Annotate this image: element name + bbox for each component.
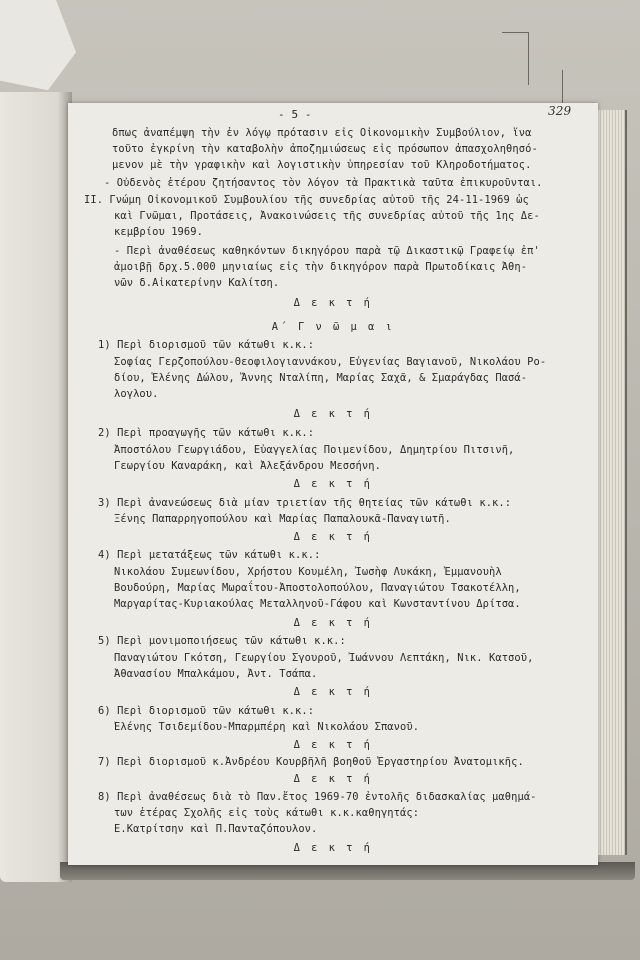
text-line: Ἀθανασίου Μπαλκάμου, Ἀντ. Τσάπα. [114, 668, 318, 680]
pencil-mark [502, 32, 529, 85]
item-heading: 5) Περὶ μονιμοποιήσεως τῶν κάτωθι κ.κ.: [98, 635, 346, 647]
item-heading: 6) Περὶ διορισμοῦ τῶν κάτωθι κ.κ.: [98, 705, 315, 717]
text-line: - Περὶ ἀναθέσεως καθηκόντων δικηγόρου παρὰ τῷ Δικαστικῷ Γραφείῳ ἐπ' [114, 245, 540, 257]
text-line: δπως ἀναπέμψη τὴν ἐν λόγῳ πρότασιν εἰς Οἰκονομικὴν Συμβούλιον, ἵνα [112, 127, 532, 139]
accepted-label: Δ ε κ τ ή [293, 686, 373, 698]
page-content [68, 103, 598, 865]
accepted-label: Δ ε κ τ ή [293, 478, 373, 490]
text-line: Παναγιώτου Γκότση, Γεωργίου Σγουροῦ, Ἰωάννου Λεπτάκη, Νικ. Κατσοῦ, [114, 652, 534, 664]
document-page [68, 103, 598, 865]
item-heading: 7) Περὶ διορισμοῦ κ.Ἀνδρέου Κουρβῆλῆ βοηθοῦ Ἐργαστηρίου Ἀνατομικῆς. [98, 756, 524, 768]
text-line: Γεωργίου Καναράκη, καὶ Ἀλεξάνδρου Μεσσήνη. [114, 460, 381, 472]
subsection-heading: Α΄ Γ ν ῶ μ α ι [271, 321, 395, 333]
item-heading: 2) Περὶ προαγωγῆς τῶν κάτωθι κ.κ.: [98, 427, 315, 439]
accepted-label: Δ ε κ τ ή [293, 531, 373, 543]
text-line: Ε.Κατρίτσην καὶ Π.Πανταζόπουλον. [114, 823, 318, 835]
item-heading: 1) Περὶ διορισμοῦ τῶν κάτωθι κ.κ.: [98, 339, 315, 351]
section-heading: II. Γνώμη Οἰκονομικοῦ Συμβουλίου τῆς συνεδρίας αὐτοῦ τῆς 24-11-1969 ὡς [84, 194, 529, 206]
book-page-edges [595, 110, 627, 855]
text-line: τοῦτο ἐγκρίνη τὴν καταβολὴν ἀποζημιώσεως εἰς πρόσωπον ἀπασχοληθησό- [112, 143, 538, 155]
text-line: των ἑτέρας Σχολῆς εἰς τοὺς κάτωθι κ.κ.καθηγητάς: [114, 807, 420, 819]
text-line: Ἑλένης Τσιδεμίδου-Μπαρμπέρη καὶ Νικολάου Σπανοῦ. [114, 721, 420, 733]
text-line: Νικολάου Συμεωνίδου, Χρήστου Κουμέλη, Ἰωσὴφ Λυκάκη, Ἐμμανουὴλ [114, 566, 502, 578]
accepted-label: Δ ε κ τ ή [293, 297, 373, 309]
accepted-label: Δ ε κ τ ή [293, 617, 373, 629]
text-line: - Οὐδενὸς ἑτέρου ζητήσαντος τὸν λόγον τὰ Πρακτικὰ ταῦτα ἐπικυροῦνται. [104, 177, 543, 189]
item-heading: 8) Περὶ ἀναθέσεως διὰ τὸ Παν.ἔτος 1969-70 ἐντολῆς διδασκαλίας μαθημά- [98, 791, 537, 803]
text-line: Ξένης Παπαρρηγοπούλου καὶ Μαρίας Παπαλουκᾶ-Παναγιωτῆ. [114, 513, 451, 525]
accepted-label: Δ ε κ τ ή [293, 739, 373, 751]
accepted-label: Δ ε κ τ ή [293, 408, 373, 420]
accepted-label: Δ ε κ τ ή [293, 773, 373, 785]
page-number: - 5 - [278, 108, 312, 121]
text-line: λογλου. [114, 388, 159, 400]
text-line: Ἀποστόλου Γεωργιάδου, Εὐαγγελίας Ποιμενίδου, Δημητρίου Πιτσινῆ, [114, 444, 515, 456]
left-page-edge [0, 92, 72, 882]
text-line: δίου, Ἑλένης Δώλου, Ἄννης Νταλίπη, Μαρίας Σαχᾶ, & Σμαράγδας Πασά- [114, 372, 528, 384]
text-line: μενον μὲ τὴν γραφικὴν καὶ λογιστικὴν ὑπηρεσίαν τοῦ Κληροδοτήματος. [112, 159, 532, 171]
text-line: Σοφίας Γερζοπούλου-Θεοφιλογιαννάκου, Εὐγενίας Βαγιανοῦ, Νικολάου Ρο- [114, 356, 547, 368]
text-line: κεμβρίου 1969. [114, 226, 203, 238]
text-line: ἀμοιβῇ δρχ.5.000 μηνιαίως εἰς τὴν δικηγόρον παρὰ Πρωτοδίκαις Ἀθη- [114, 261, 528, 273]
text-line: Βουδούρη, Μαρίας Μωραΐτου-Ἀποστολοπούλου, Παναγιώτου Τσακοτέλλη, [114, 582, 521, 594]
item-heading: 4) Περὶ μετατάξεως τῶν κάτωθι κ.κ.: [98, 549, 321, 561]
item-heading: 3) Περὶ ἀνανεώσεως διὰ μίαν τριετίαν τῆς θητείας τῶν κάτωθι κ.κ.: [98, 497, 512, 509]
text-line: καὶ Γνῶμαι, Προτάσεις, Ἀνακοινώσεις τῆς συνεδρίας αὐτοῦ τῆς 1ης Δε- [114, 210, 540, 222]
text-line: νῶν δ.Αἰκατερίνην Καλίτση. [114, 277, 280, 289]
accepted-label: Δ ε κ τ ή [293, 842, 373, 854]
folio-number: 329 [548, 104, 572, 118]
text-line: Μαργαρίτας-Κυριακούλας Μεταλληνοῦ-Γάφου καὶ Κωνσταντίνου Δρίτσα. [114, 598, 521, 610]
